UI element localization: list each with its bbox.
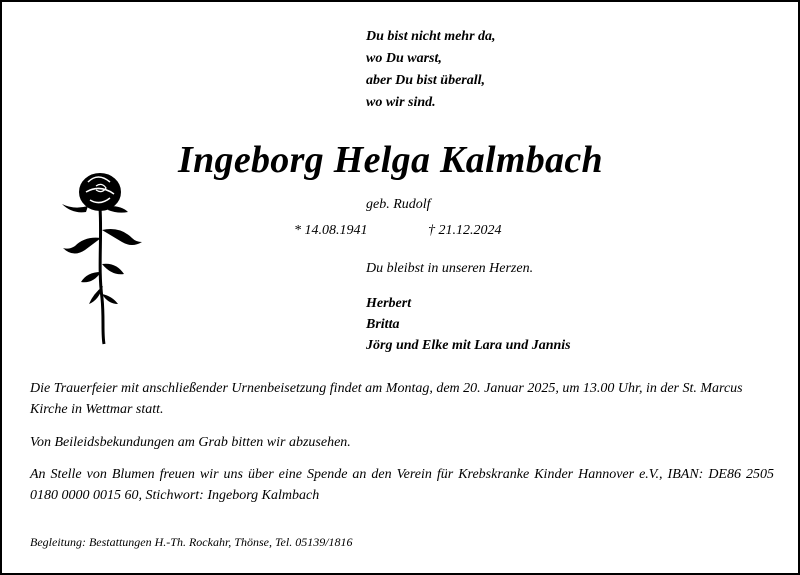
condolence-note-paragraph: Von Beileidsbekundungen am Grab bitten wir abzusehen. <box>30 435 351 450</box>
mourners-list <box>366 293 571 356</box>
poem-line: aber Du bist überall, <box>366 73 486 88</box>
mourner: Herbert <box>366 296 412 311</box>
funeral-home-footer: Begleitung: Bestattungen H.-Th. Rockahr, Thönse, Tel. 05139/1816 <box>30 535 353 549</box>
poem-line: wo Du warst, <box>366 51 442 66</box>
birth-date: * 14.08.1941 <box>294 223 368 238</box>
mourner: Britta <box>366 317 400 332</box>
poem-line: Du bist nicht mehr da, <box>366 29 496 44</box>
deceased-name: Ingeborg Helga Kalmbach <box>178 139 603 181</box>
funeral-info-paragraph: Die Trauerfeier mit anschließender Urnenbeisetzung findet am Montag, dem 20. Januar 2025, um 13.00 Uhr, in der St. Marcus Kirche in Wettmar statt. <box>30 381 743 417</box>
poem-line: wo wir sind. <box>366 95 436 110</box>
mourner: Jörg und Elke mit Lara und Jannis <box>366 338 571 353</box>
motto: Du bleibst in unseren Herzen. <box>366 261 534 276</box>
donation-paragraph: An Stelle von Blumen freuen wir uns über eine Spende an den Verein für Krebskranke Kinder Hannover e.V., IBAN: DE86 2505 0180 0000 0015 60, Stichwort: Ingeborg Kalmbach <box>30 467 774 503</box>
rose-icon <box>58 168 150 346</box>
maiden-name: geb. Rudolf <box>366 197 431 212</box>
poem <box>366 26 496 114</box>
death-date: † 21.12.2024 <box>428 223 502 238</box>
